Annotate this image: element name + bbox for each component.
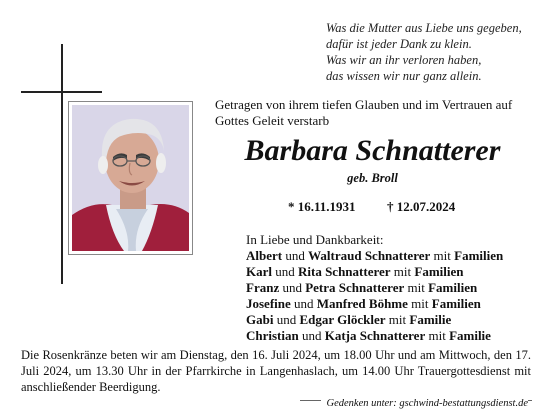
cross-icon-bar bbox=[21, 91, 102, 93]
poem-line: dafür ist jeder Dank zu klein. bbox=[326, 37, 472, 51]
footer-link-text: Gedenken unter: gschwind-bestattungsdienst.de bbox=[321, 398, 529, 409]
cross-icon bbox=[61, 44, 63, 284]
death-date: † 12.07.2024 bbox=[387, 199, 456, 214]
poem-line: Was die Mutter aus Liebe uns gegeben, bbox=[326, 21, 522, 35]
list-item: Gabi und Edgar Glöckler mit Familie bbox=[246, 312, 452, 327]
intro-line: Getragen von ihrem tiefen Glauben und im Vertrauen auf bbox=[215, 97, 513, 112]
list-item: Josefine und Manfred Böhme mit Familien bbox=[246, 296, 481, 311]
poem-line: Was wir an ihr verloren haben, bbox=[326, 53, 482, 67]
memorial-poem bbox=[326, 20, 541, 84]
service-info: Die Rosenkränze beten wir am Dienstag, den 16. Juli 2024, um 18.00 Uhr und am Mittwoch, den 17. Juli 2024, um 13.30 Uhr in der Pfarrkirche in Langenhaslach, um 14.00 Uhr Trauergottesdienst mit anschließender Beerdigung. bbox=[21, 348, 531, 394]
birth-date: * 16.11.1931 bbox=[288, 199, 356, 214]
portrait-frame bbox=[68, 101, 193, 255]
list-item: Christian und Katja Schnatterer mit Familie bbox=[246, 328, 491, 343]
list-item: Albert und Waltraud Schnatterer mit Familien bbox=[246, 248, 504, 263]
intro-line: Gottes Geleit verstarb bbox=[215, 113, 330, 128]
poem-line: das wissen wir nur ganz allein. bbox=[326, 69, 482, 83]
mourners-list bbox=[246, 232, 546, 344]
maiden-name: geb. Broll bbox=[347, 171, 398, 185]
list-item: Franz und Petra Schnatterer mit Familien bbox=[246, 280, 478, 295]
portrait-image bbox=[72, 105, 189, 251]
deceased-name: Barbara Schnatterer bbox=[244, 134, 501, 167]
intro-text bbox=[215, 97, 527, 129]
portrait-photo bbox=[72, 105, 189, 251]
list-item: Karl und Rita Schnatterer mit Familien bbox=[246, 264, 464, 279]
mourners-heading: In Liebe und Dankbarkeit: bbox=[246, 232, 384, 247]
